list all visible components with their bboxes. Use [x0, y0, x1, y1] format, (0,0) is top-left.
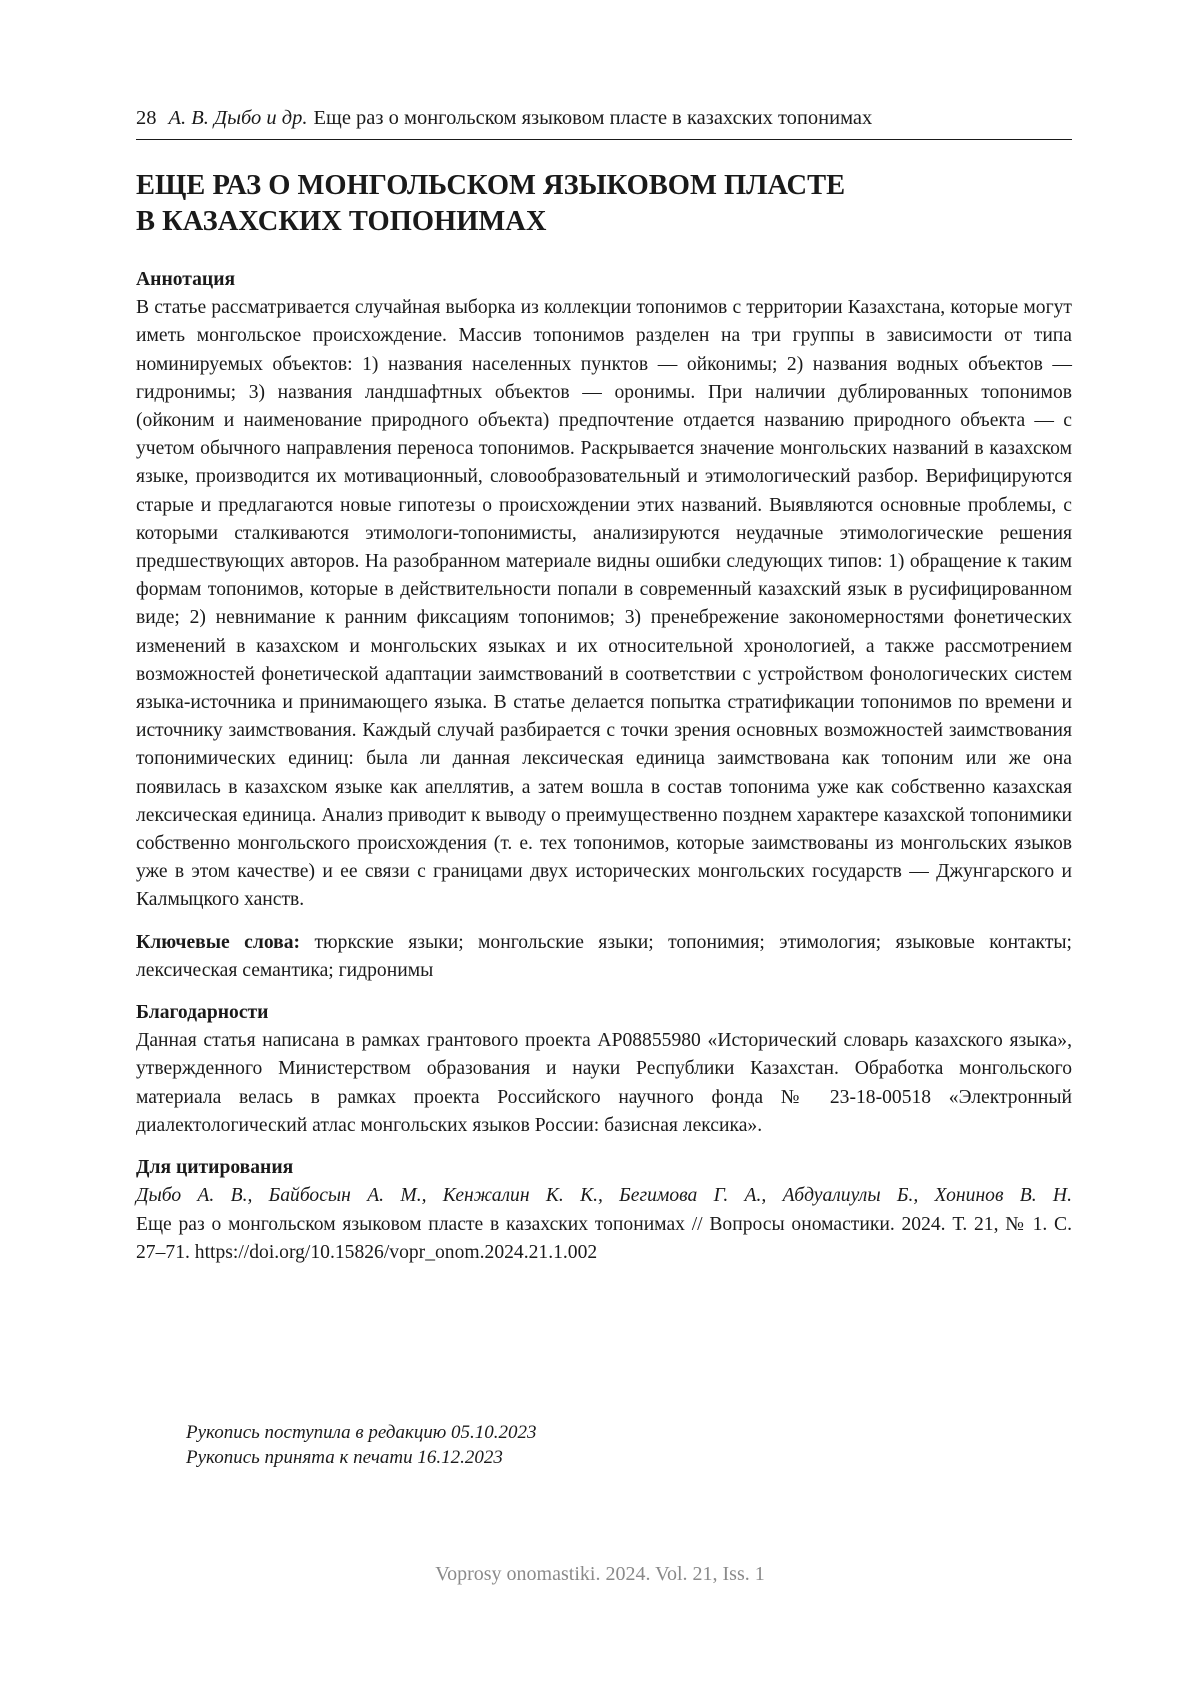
- article-title: [136, 168, 1072, 240]
- running-head-authors: А. В. Дыбо и др.: [168, 107, 308, 129]
- keywords-text: тюркские языки; монгольские языки; топонимия; этимология; языковые контакты; лексическая семантика; гидронимы: [136, 931, 1072, 981]
- running-head: [136, 104, 1072, 132]
- article-front-matter: [136, 266, 1072, 1267]
- article-title-line-1: ЕЩЕ РАЗ О МОНГОЛЬСКОМ ЯЗЫКОВОМ ПЛАСТЕ: [136, 170, 846, 201]
- manuscript-dates: [186, 1420, 537, 1470]
- received-date: Рукопись поступила в редакцию 05.10.2023: [186, 1422, 537, 1443]
- keywords-label: Ключевые слова:: [136, 931, 301, 953]
- accepted-date: Рукопись принята к печати 16.12.2023: [186, 1447, 503, 1468]
- article-title-line-2: В КАЗАХСКИХ ТОПОНИМАХ: [136, 206, 547, 237]
- running-head-title: Еще раз о монгольском языковом пласте в казахских топонимах: [313, 107, 873, 129]
- citation-text: Еще раз о монгольском языковом пласте в казахских топонимах // Вопросы ономастики. 2024. Т. 21, № 1. С. 27–71. https://doi.org/10.15826/vopr_onom.2024.21.1.002: [136, 1213, 1072, 1263]
- keywords: [136, 929, 1072, 985]
- acknowledgements-heading: Благодарности: [136, 1002, 269, 1024]
- abstract-heading: Аннотация: [136, 269, 236, 290]
- citation-heading: Для цитирования: [136, 1157, 294, 1179]
- acknowledgements-text: Данная статья написана в рамках грантового проекта AP08855980 «Исторический словарь казахского языка», утвержденного Министерством образования и науки Республики Казахстан. Обработка монгольского материала велась в рамках проекта Российского научного фонда № 23-18-00518 «Электронный диалектологический атлас монгольских языков России: базисная лексика».: [136, 1030, 1072, 1136]
- citation-authors: Дыбо А. В., Байбосын А. М., Кенжалин К. К., Бегимова Г. А., Абдуалиулы Б., Хонинов В. Н.: [136, 1185, 1072, 1207]
- abstract-text: В статье рассматривается случайная выборка из коллекции топонимов с территории Казахстана, которые могут иметь монгольское происхождение. Массив топонимов разделен на три группы в зависимости от типа номинируемых объектов: 1) названия населенных пунктов — ойконимы; 2) названия водных объектов — гидронимы; 3) названия ландшафтных объектов — оронимы. При наличии дублированных топонимов (ойконим и наименование природного объекта) предпочтение отдается названию природного объекта — с учетом обычного направления переноса топонимов. Раскрывается значение монгольских названий в казахском языке, производится их мотивационный, словообразовательный и этимологический разбор. Верифицируются старые и предлагаются новые гипотезы о происхождении этих названий. Выявляются основные проблемы, с которыми сталкиваются этимологи-топонимисты, анализируются неудачные этимологические решения предшествующих авторов. На разобранном материале видны ошибки следующих типов: 1) обращение к таким формам топонимов, которые в действительности попали в современный казахский язык в русифицированном виде; 2) невнимание к ранним фиксациям топонимов; 3) пренебрежение закономерностями фонетических изменений в казахском и монгольских языках и их относительной хронологией, а также рассмотрением возможностей фонетической адаптации заимствований в соответствии с устройством фонологических систем языка-источника и принимающего языка. В статье делается попытка стратификации топонимов по времени и источнику заимствования. Каждый случай разбирается с точки зрения основных возможностей заимствования топонимических единиц: была ли данная лексическая единица заимствована как топоним или же она появилась в казахском языке как апеллятив, а затем вошла в состав топонима уже как собственно казахская лексическая единица. Анализ приводит к выводу о преимущественно позднем характере казахской топонимики собственно монгольского происхождения (т. е. тех топонимов, которые заимствованы из монгольских языков уже в этом качестве) и ее связи с границами двух исторических монгольских государств — Джунгарского и Калмыцкого ханств.: [136, 297, 1072, 911]
- header-rule: [136, 139, 1072, 140]
- page-number: 28: [136, 107, 157, 129]
- journal-footer: Voprosy onomastiki. 2024. Vol. 21, Iss. 1: [435, 1563, 765, 1585]
